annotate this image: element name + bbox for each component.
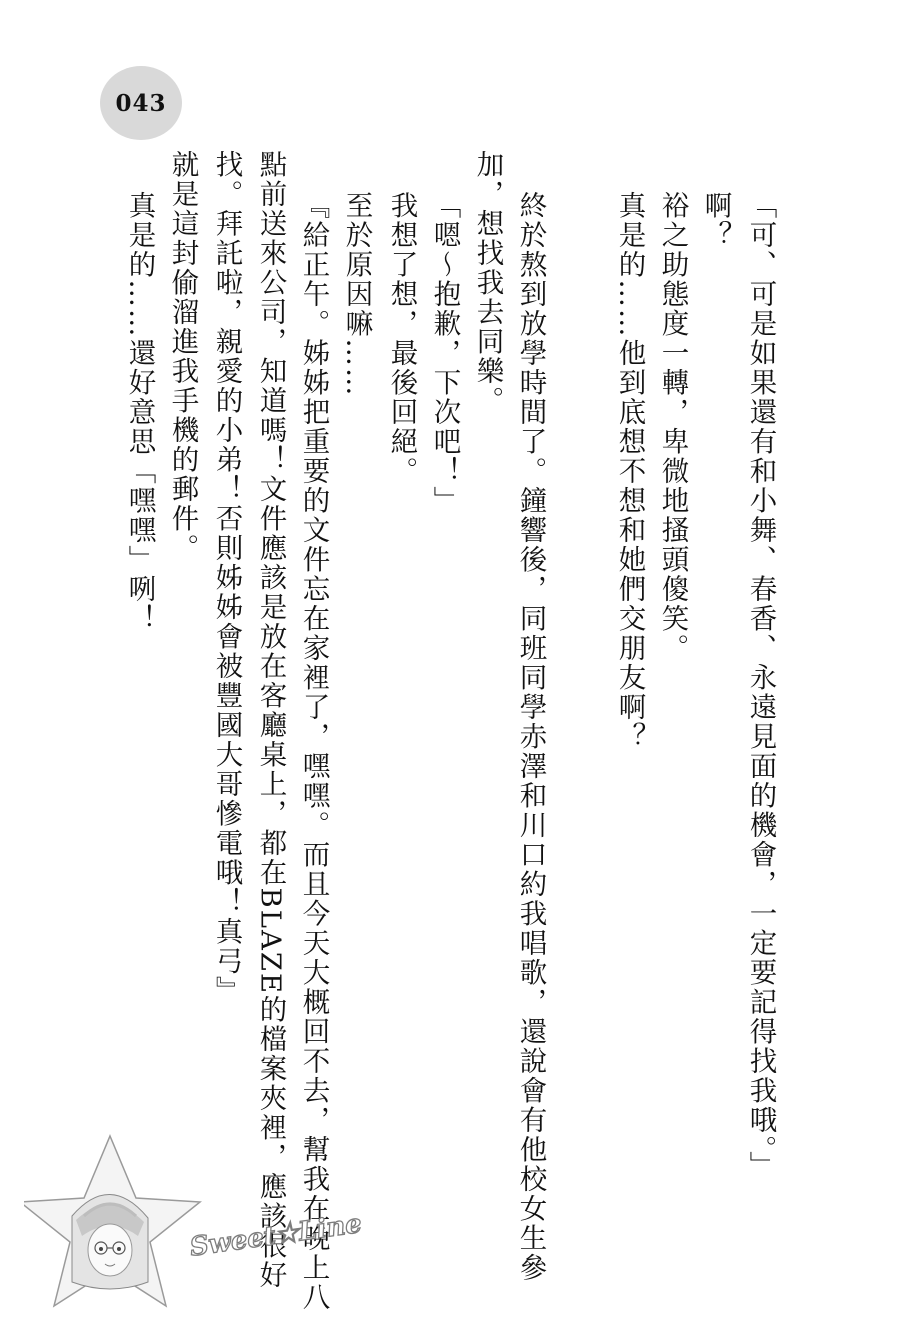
text-line-12: 找。拜託啦，親愛的小弟！否則姊姊會被豐國大哥慘電哦！真弓』 (210, 150, 243, 1006)
page-number-badge (100, 66, 182, 140)
text-line-14: 真是的……還好意思「嘿嘿」咧！ (123, 191, 156, 634)
page-number: 043 (115, 89, 167, 117)
text-line-11: 點前送來公司，知道嗎！文件應該是放在客廳桌上，都在BLAZE的檔案夾裡，應該很好 (254, 150, 287, 1291)
sweet-line-wordmark (188, 1209, 364, 1263)
text-line-5: 終於熬到放學時間了。鐘響後，同班同學赤澤和川口約我唱歌，還說會有他校女生參 (514, 191, 547, 1283)
text-line-2: 啊？ (699, 191, 732, 250)
text-line-8: 我想了想，最後回絕。 (385, 191, 418, 486)
sweet-line-logo (24, 1132, 384, 1312)
text-line-9: 至於原因嘛…… (340, 191, 373, 398)
text-line-3: 裕之助態度一轉，卑微地搔頭傻笑。 (656, 191, 689, 663)
text-line-13: 就是這封偷溜進我手機的郵件。 (166, 150, 199, 563)
star-character-illustration-icon (24, 1136, 200, 1306)
text-line-4: 真是的……他到底想不想和她們交朋友啊？ (613, 191, 646, 752)
logo-text: Sweet★Line (188, 1208, 364, 1263)
text-line-10: 『給正午。姊姊把重要的文件忘在家裡了，嘿嘿。而且今天大概回不去，幫我在晚上八 (297, 191, 330, 1312)
text-line-6: 加，想找我去同樂。 (471, 150, 504, 416)
text-line-7: 「嗯～抱歉，下次吧！」 (428, 191, 461, 516)
text-line-1: 「可、可是如果還有和小舞、春香、永遠見面的機會，一定要記得找我哦。」 (744, 191, 777, 1181)
